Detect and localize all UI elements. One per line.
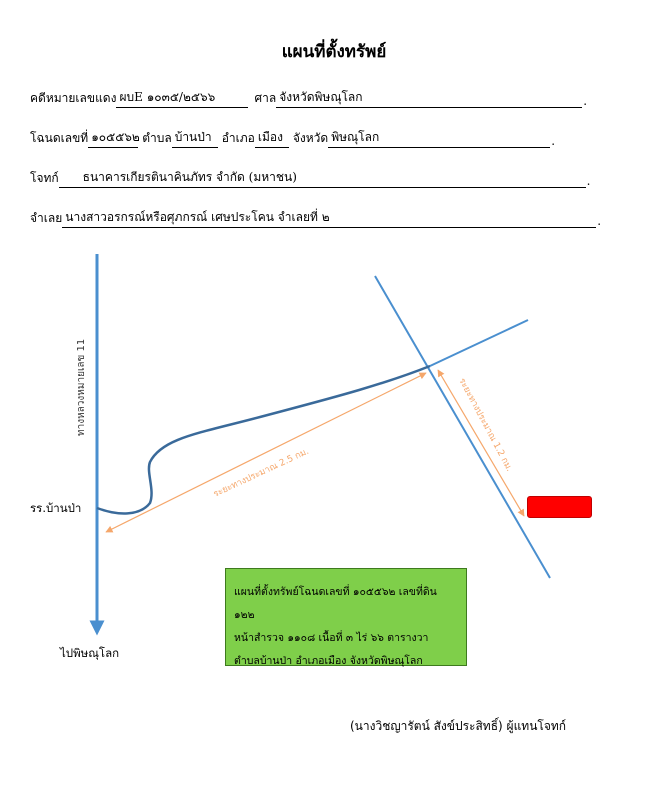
distance-line-side xyxy=(438,370,524,516)
distance-line-main xyxy=(106,373,426,532)
subdistrict-value: บ้านป่า xyxy=(172,128,218,148)
deed-number-value: ๑๐๕๕๖๒ xyxy=(88,128,138,148)
info-line-2: หน้าสำรวจ ๑๑๐๘ เนื้อที่ ๓ ไร่ ๖๖ ตารางวา xyxy=(234,632,429,644)
district-label: อำเภอ xyxy=(221,131,255,145)
case-number-value: ผบE ๑๐๓๕/๒๕๖๖ xyxy=(116,88,248,108)
defendant-label: จำเลย xyxy=(30,211,63,225)
plaintiff-line: โจทก์ ธนาคารเกียรตินาคินภัทร จำกัด (มหาชน) . xyxy=(30,170,591,188)
deed-line: โฉนดเลขที่ ๑๐๕๕๖๒ ตำบล บ้านป่า อำเภอ เมือง จังหวัด พิษณุโลก . xyxy=(30,130,556,148)
property-marker xyxy=(527,496,592,518)
info-line-1: แผนที่ตั้งทรัพย์โฉนดเลขที่ ๑๐๕๕๖๒ เลขที่ดิน ๑๒๒ xyxy=(234,586,437,621)
defendant-value: นางสาวอรกรณ์หรือศุภกรณ์ เศษประโคน จำเลยที่ ๒ xyxy=(62,208,596,228)
plaintiff-value: ธนาคารเกียรตินาคินภัทร จำกัด (มหาชน) xyxy=(59,168,586,188)
subdistrict-label: ตำบล xyxy=(142,131,172,145)
case-number-label: คดีหมายเลขแดง xyxy=(30,91,117,105)
defendant-line: จำเลย นางสาวอรกรณ์หรือศุภกรณ์ เศษประโคน จำเลยที่ ๒ . xyxy=(30,210,602,228)
highway-label: ทางหลวงหมายเลข 11 xyxy=(76,338,87,436)
case-line: คดีหมายเลขแดง ผบE ๑๐๓๕/๒๕๖๖ ศาล จังหวัดพิษณุโลก . xyxy=(30,90,588,108)
school-label: รร.บ้านป่า xyxy=(30,501,82,515)
plaintiff-label: โจทก์ xyxy=(30,171,59,185)
signature-line: (นางวิชญารัตน์ สังข์ประสิทธิ์) ผู้แทนโจทก์ xyxy=(350,719,567,733)
info-line-3: ตำบลบ้านป่า อำเภอเมือง จังหวัดพิษณุโลก xyxy=(234,655,423,667)
court-value: จังหวัดพิษณุโลก xyxy=(276,88,582,108)
distance-label-side: ระยะทางประมาณ 1.2 กม. xyxy=(456,376,515,474)
province-value: พิษณุโลก xyxy=(328,128,550,148)
province-label: จังหวัด xyxy=(292,131,329,145)
curved-road xyxy=(97,366,430,513)
property-info-box xyxy=(225,568,467,666)
court-label: ศาล xyxy=(254,91,277,105)
district-value: เมือง xyxy=(255,128,289,148)
page-title: แผนที่ตั้งทรัพย์ xyxy=(281,42,387,62)
deed-number-label: โฉนดเลขที่ xyxy=(30,131,89,145)
to-city-label: ไปพิษณุโลก xyxy=(60,646,120,660)
distance-label-main: ระยะทางประมาณ 2.5 กม. xyxy=(212,446,311,500)
branch-road xyxy=(430,320,528,366)
